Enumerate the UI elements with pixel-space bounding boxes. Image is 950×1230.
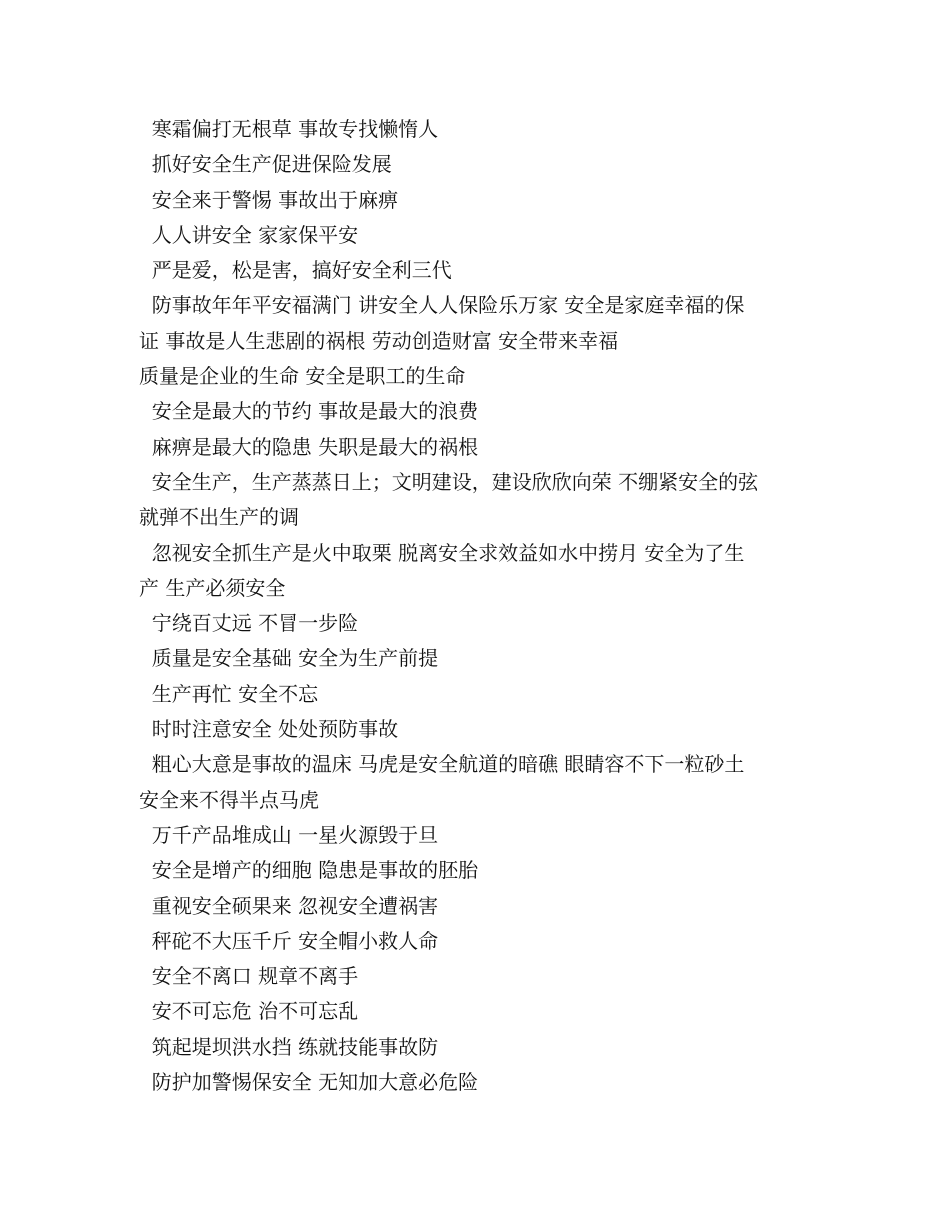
text-line: 安不可忘危 治不可忘乱	[139, 999, 359, 1024]
text-line: 抓好安全生产促进保险发展	[139, 152, 392, 177]
text-line: 严是爱，松是害，搞好安全利三代	[139, 258, 452, 283]
text-line: 防护加警惕保安全 无知加大意必危险	[139, 1070, 479, 1095]
text-line: 时时注意安全 处处预防事故	[139, 717, 399, 742]
text-line: 质量是安全基础 安全为生产前提	[139, 646, 439, 671]
text-line: 寒霜偏打无根草 事故专找懒惰人	[139, 117, 439, 141]
text-line: 生产再忙 安全不忘	[139, 681, 319, 706]
text-line: 就弹不出生产的调	[139, 505, 299, 530]
text-line: 安全是最大的节约 事故是最大的浪费	[139, 399, 479, 424]
text-line: 忽视安全抓生产是火中取栗 脱离安全求效益如水中捞月 安全为了生	[139, 540, 745, 565]
text-line: 宁绕百丈远 不冒一步险	[139, 611, 359, 636]
text-line: 安全来不得半点马虎	[139, 787, 319, 812]
text-line: 麻痹是最大的隐患 失职是最大的祸根	[139, 434, 479, 459]
text-line: 人人讲安全 家家保平安	[139, 222, 359, 247]
text-line: 安全是增产的细胞 隐患是事故的胚胎	[139, 858, 479, 883]
text-line: 证 事故是人生悲剧的祸根 劳动创造财富 安全带来幸福	[139, 328, 619, 353]
text-line: 安全不离口 规章不离手	[139, 964, 359, 989]
text-line: 安全来于警惕 事故出于麻痹	[139, 187, 399, 212]
text-line: 筑起堤坝洪水挡 练就技能事故防	[139, 1034, 439, 1059]
text-line: 质量是企业的生命 安全是职工的生命	[139, 364, 466, 389]
text-line: 防事故年年平安福满门 讲安全人人保险乐万家 安全是家庭幸福的保	[139, 293, 745, 318]
text-line: 产 生产必须安全	[139, 575, 286, 600]
text-line: 粗心大意是事故的温床 马虎是安全航道的暗礁 眼睛容不下一粒砂土	[139, 752, 745, 777]
text-line: 安全生产，生产蒸蒸日上；文明建设，建设欣欣向荣 不绷紧安全的弦	[139, 469, 759, 494]
text-line: 秤砣不大压千斤 安全帽小救人命	[139, 928, 439, 953]
text-line: 万千产品堆成山 一星火源毁于旦	[139, 822, 439, 847]
text-line: 重视安全硕果来 忽视安全遭祸害	[139, 893, 439, 918]
document-body	[139, 112, 817, 1100]
